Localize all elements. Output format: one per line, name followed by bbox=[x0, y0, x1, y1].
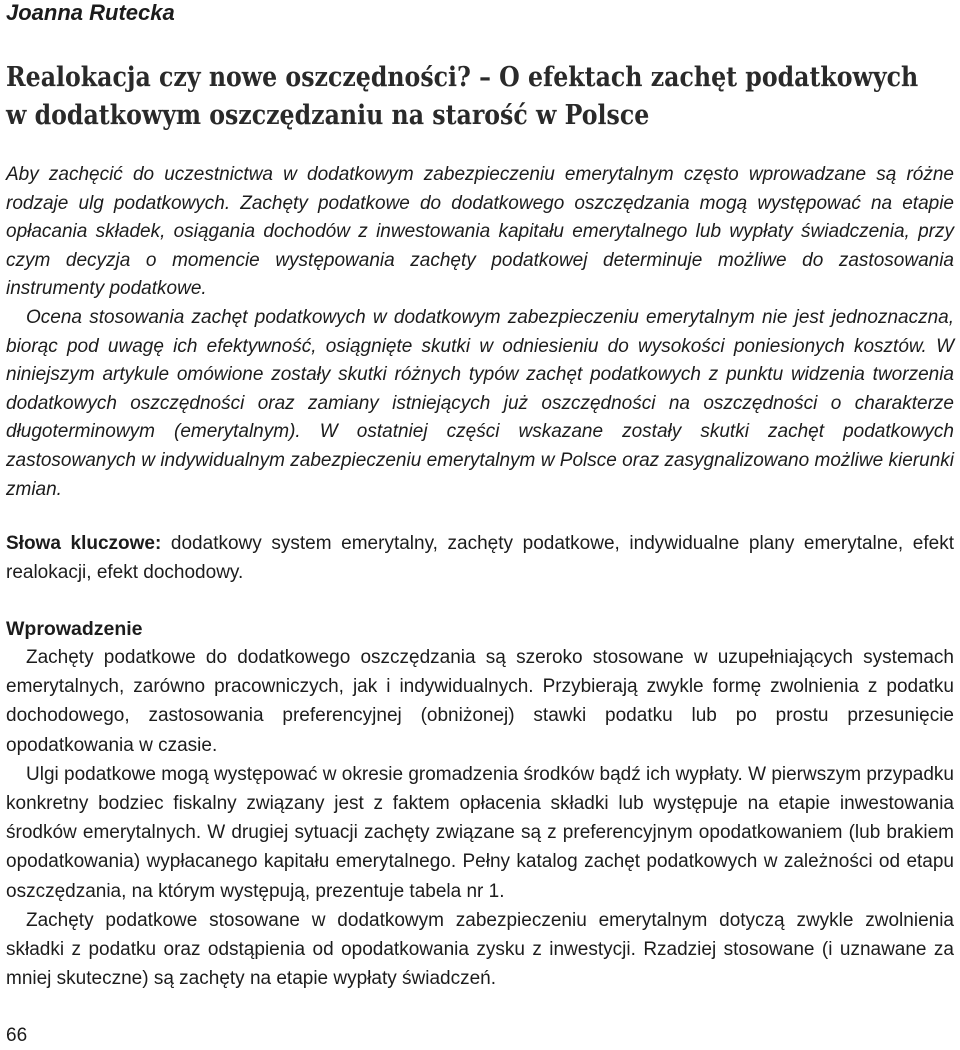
article-title-line-2: w dodatkowym oszczędzaniu na starość w Polsce bbox=[6, 99, 650, 131]
page-number: 66 bbox=[6, 1025, 28, 1046]
body-paragraph: Zachęty podatkowe stosowane w dodatkowym zabezpieczeniu emerytalnym dotyczą zwykle zwolnienia składki z podatku oraz odstąpienia od opodatkowania zysku z inwestycji. Rzadziej stosowane (i uznawane za mniej skuteczne) są zachęty na etapie wypłaty świadczeń. bbox=[6, 909, 954, 990]
author-name: Joanna Rutecka bbox=[6, 0, 175, 25]
section-heading-introduction: Wprowadzenie bbox=[6, 618, 143, 640]
article-title bbox=[6, 58, 918, 134]
article-title-line-1: Realokacja czy nowe oszczędności? – O efektach zachęt podatkowych bbox=[6, 61, 919, 93]
introduction-body bbox=[6, 643, 954, 993]
keywords-paragraph bbox=[6, 529, 954, 587]
body-paragraph: Ulgi podatkowe mogą występować w okresie gromadzenia środków bądź ich wypłaty. W pierwszym przypadku konkretny bodziec fiskalny związany jest z faktem opłacenia składki lub występuje na etapie inwestowania środków emerytalnych. W drugiej sytuacji zachęty związane są z preferencyjnym opodatkowaniem (lub brakiem opodatkowania) wypłacanego kapitału emerytalnego. Pełny katalog zachęt podatkowych w zależności od etapu oszczędzania, na którym występują, prezentuje tabela nr 1. bbox=[6, 763, 954, 902]
abstract bbox=[6, 161, 954, 504]
abstract-paragraph: Aby zachęcić do uczestnictwa w dodatkowym zabezpieczeniu emerytalnym często wprowadzane są różne rodzaje ulg podatkowych. Zachęty podatkowe do dodatkowego oszczędzania mogą występować na etapie opłacania składek, osiągania dochodów z inwestowania kapitału emerytalnego lub wypłaty świadczenia, przy czym decyzja o momencie występowania zachęty podatkowej determinuje możliwe do zastosowania instrumenty podatkowe. bbox=[6, 164, 954, 300]
keywords-text: dodatkowy system emerytalny, zachęty podatkowe, indywidualne plany emerytalne, efekt realokacji, efekt dochodowy. bbox=[6, 533, 954, 583]
keywords bbox=[6, 529, 954, 587]
keywords-label: Słowa kluczowe: bbox=[6, 533, 162, 554]
abstract-paragraph: Ocena stosowania zachęt podatkowych w dodatkowym zabezpieczeniu emerytalnym nie jest jednoznaczna, biorąc pod uwagę ich efektywność, osiągnięte skutki w odniesieniu do wysokości poniesionych kosztów. W niniejszym artykule omówione zostały skutki różnych typów zachęt podatkowych z punktu widzenia tworzenia dodatkowych oszczędności oraz zamiany istniejących już oszczędności na oszczędności o charakterze długoterminowym (emerytalnym). W ostatniej części wskazane zostały skutki zachęt podatkowych zastosowanych w indywidualnym zabezpieczeniu emerytalnym w Polsce oraz zasygnalizowano możliwe kierunki zmian. bbox=[6, 306, 954, 500]
body-paragraph: Zachęty podatkowe do dodatkowego oszczędzania są szeroko stosowane w uzupełniających systemach emerytalnych, zarówno pracowniczych, jak i indywidualnych. Przybierają zwykle formę zwolnienia z podatku dochodowego, zastosowania preferencyjnej (obniżonej) stawki podatku lub po prostu przesunięcie opodatkowania w czasie. bbox=[6, 647, 954, 756]
